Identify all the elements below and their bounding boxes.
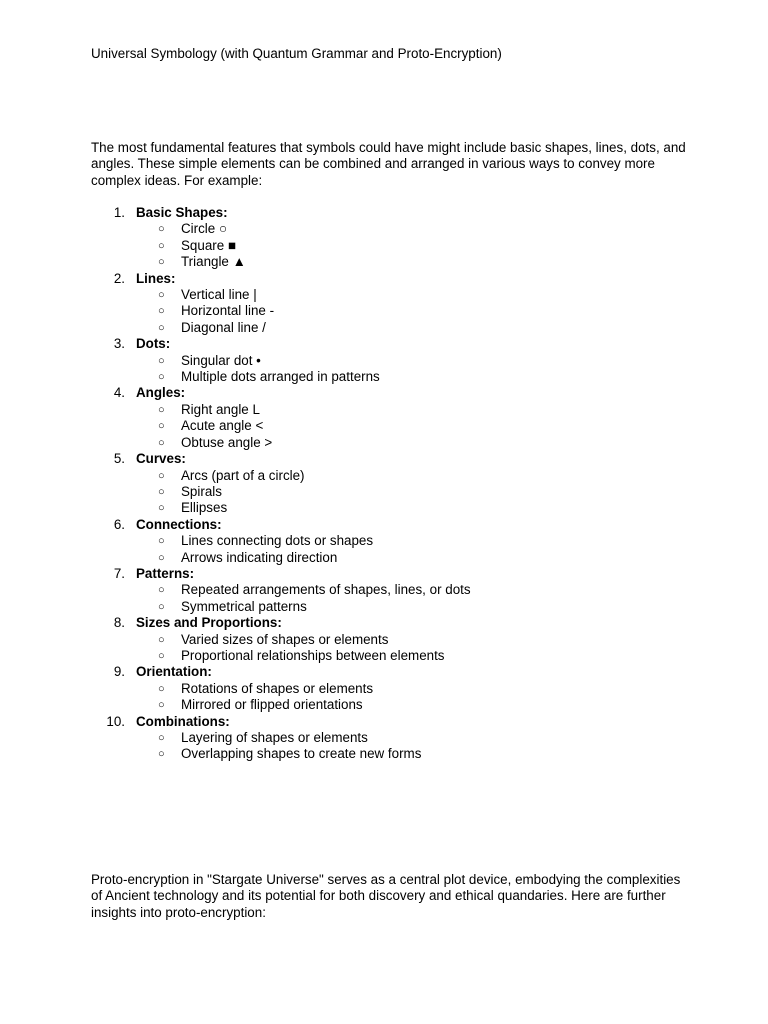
feature-title: Curves	[136, 451, 182, 467]
hollow-circle-bullet-icon: ○	[158, 732, 165, 744]
feature-sub-item-text: Square ■	[181, 237, 236, 253]
intro-paragraph: The most fundamental features that symbols could have might include basic shapes, lines, dots, and angles. These simple elements can be combined and arranged in various ways to convey more complex ideas. For example:	[91, 140, 686, 188]
feature-number: 4.	[113, 385, 125, 401]
feature-sub-item	[136, 533, 691, 549]
feature-sub-list	[136, 681, 691, 714]
feature-item	[91, 566, 691, 615]
feature-item	[91, 451, 691, 517]
outro-paragraph: Proto-encryption in "Stargate Universe" serves as a central plot device, embodying the complexities of Ancient technology and its potential for both discovery and ethical quandaries. Here are further insights into proto-encryption:	[91, 872, 681, 920]
feature-title-colon: :	[180, 385, 186, 401]
feature-sub-item	[136, 287, 691, 303]
feature-sub-item	[136, 221, 691, 237]
feature-sub-item-text: Proportional relationships between elements	[181, 647, 445, 663]
feature-sub-item	[136, 697, 691, 713]
feature-sub-item	[136, 353, 691, 369]
feature-sub-item-text: Varied sizes of shapes or elements	[181, 631, 389, 647]
feature-sub-item	[136, 435, 691, 451]
feature-item	[91, 615, 691, 664]
feature-sub-item	[136, 582, 691, 598]
hollow-circle-bullet-icon: ○	[158, 584, 165, 597]
hollow-circle-bullet-icon: ○	[158, 485, 165, 498]
feature-sub-item-text: Overlapping shapes to create new forms	[181, 746, 422, 762]
hollow-circle-bullet-icon: ○	[158, 649, 165, 662]
feature-number: 3.	[113, 336, 125, 352]
hollow-circle-bullet-icon: ○	[158, 321, 165, 334]
feature-title-colon: :	[189, 565, 195, 581]
feature-number: 9.	[113, 664, 125, 680]
feature-title-colon: :	[217, 516, 222, 532]
feature-title-colon: :	[223, 205, 228, 220]
feature-sub-item-text: Arcs (part of a circle)	[181, 467, 305, 483]
hollow-circle-bullet-icon: ○	[158, 305, 165, 318]
feature-sub-item	[136, 369, 691, 385]
feature-number: 1.	[113, 205, 125, 220]
feature-item	[91, 271, 691, 337]
feature-sub-item	[136, 550, 691, 566]
feature-sub-item-text: Diagonal line /	[181, 319, 266, 335]
feature-sub-item-text: Spirals	[181, 483, 222, 499]
feature-sub-list	[136, 287, 691, 336]
feature-title: Connections	[136, 516, 218, 532]
feature-sub-item-text: Horizontal line -	[181, 303, 275, 319]
feature-sub-list	[136, 468, 691, 517]
feature-sub-item	[136, 238, 691, 254]
hollow-circle-bullet-icon: ○	[158, 223, 165, 236]
feature-title-colon: :	[277, 615, 282, 631]
feature-number: 6.	[113, 516, 125, 532]
hollow-circle-bullet-icon: ○	[158, 699, 165, 712]
feature-title: Combinations	[136, 713, 226, 729]
feature-item	[91, 205, 691, 271]
feature-sub-item	[136, 303, 691, 319]
feature-number: 7.	[113, 565, 125, 581]
feature-sub-item	[136, 500, 691, 516]
feature-sub-item	[136, 402, 691, 418]
hollow-circle-bullet-icon: ○	[158, 420, 165, 433]
feature-sub-list	[136, 402, 691, 451]
hollow-circle-bullet-icon: ○	[158, 436, 165, 449]
feature-number: 5.	[113, 451, 125, 467]
feature-sub-item-text: Acute angle <	[181, 418, 264, 434]
feature-number: 2.	[113, 270, 125, 286]
feature-sub-item	[136, 681, 691, 697]
feature-item	[91, 517, 691, 566]
feature-title-colon: :	[181, 451, 186, 467]
feature-sub-item-text: Arrows indicating direction	[181, 549, 338, 565]
feature-number: 10.	[106, 713, 125, 729]
feature-item	[91, 714, 691, 763]
feature-title: Patterns	[136, 565, 190, 581]
feature-title: Angles	[136, 385, 181, 401]
hollow-circle-bullet-icon: ○	[158, 633, 165, 646]
feature-sub-list	[136, 353, 691, 386]
feature-number: 8.	[113, 615, 125, 631]
feature-sub-item	[136, 484, 691, 500]
feature-title-colon: :	[165, 336, 171, 352]
feature-title: Orientation	[136, 664, 208, 680]
document-title: Universal Symbology (with Quantum Grammar and Proto-Encryption)	[91, 46, 502, 61]
feature-sub-item	[136, 648, 691, 664]
feature-title: Sizes and Proportions	[136, 615, 278, 631]
hollow-circle-bullet-icon: ○	[158, 502, 165, 515]
feature-sub-item-text: Circle ○	[181, 221, 228, 237]
feature-sub-list	[136, 632, 691, 665]
feature-sub-list	[136, 533, 691, 566]
feature-sub-item-text: Right angle L	[181, 401, 260, 417]
feature-sub-list	[136, 582, 691, 615]
feature-sub-item	[136, 632, 691, 648]
feature-sub-item-text: Mirrored or flipped orientations	[181, 697, 363, 713]
feature-sub-item	[136, 746, 691, 762]
hollow-circle-bullet-icon: ○	[158, 403, 165, 416]
feature-sub-item	[136, 320, 691, 336]
feature-sub-item-text: Repeated arrangements of shapes, lines, or dots	[181, 582, 471, 598]
feature-sub-item-text: Ellipses	[181, 500, 228, 516]
feature-sub-item-text: Layering of shapes or elements	[181, 730, 368, 745]
hollow-circle-bullet-icon: ○	[158, 682, 165, 695]
feature-title: Dots	[136, 336, 166, 352]
feature-title: Lines	[136, 270, 171, 286]
feature-list	[91, 205, 691, 763]
feature-sub-item-text: Obtuse angle >	[181, 434, 273, 450]
feature-sub-list	[136, 730, 691, 763]
feature-sub-item-text: Lines connecting dots or shapes	[181, 533, 374, 549]
feature-sub-item-text: Triangle ▲	[181, 254, 246, 270]
feature-sub-item-text: Rotations of shapes or elements	[181, 680, 374, 696]
feature-sub-item	[136, 418, 691, 434]
hollow-circle-bullet-icon: ○	[158, 469, 165, 482]
feature-title-colon: :	[207, 664, 212, 680]
hollow-circle-bullet-icon: ○	[158, 289, 165, 302]
feature-item	[91, 336, 691, 385]
feature-title-colon: :	[225, 713, 230, 729]
feature-item	[91, 385, 691, 451]
feature-sub-item-text: Multiple dots arranged in patterns	[181, 369, 380, 385]
hollow-circle-bullet-icon: ○	[158, 371, 165, 384]
feature-sub-item	[136, 599, 691, 615]
feature-sub-item-text: Symmetrical patterns	[181, 598, 307, 614]
feature-title-colon: :	[170, 270, 176, 286]
feature-title: Basic Shapes	[136, 205, 224, 220]
hollow-circle-bullet-icon: ○	[158, 256, 165, 269]
feature-item	[91, 664, 691, 713]
feature-sub-item-text: Vertical line |	[181, 287, 257, 303]
hollow-circle-bullet-icon: ○	[158, 239, 165, 252]
feature-sub-item-text: Singular dot •	[181, 352, 261, 368]
feature-sub-item	[136, 254, 691, 270]
feature-sub-list	[136, 221, 691, 270]
hollow-circle-bullet-icon: ○	[158, 600, 165, 613]
hollow-circle-bullet-icon: ○	[158, 551, 165, 564]
hollow-circle-bullet-icon: ○	[158, 354, 165, 367]
hollow-circle-bullet-icon: ○	[158, 748, 165, 761]
feature-sub-item	[136, 468, 691, 484]
feature-sub-item	[136, 730, 691, 746]
hollow-circle-bullet-icon: ○	[158, 535, 165, 548]
